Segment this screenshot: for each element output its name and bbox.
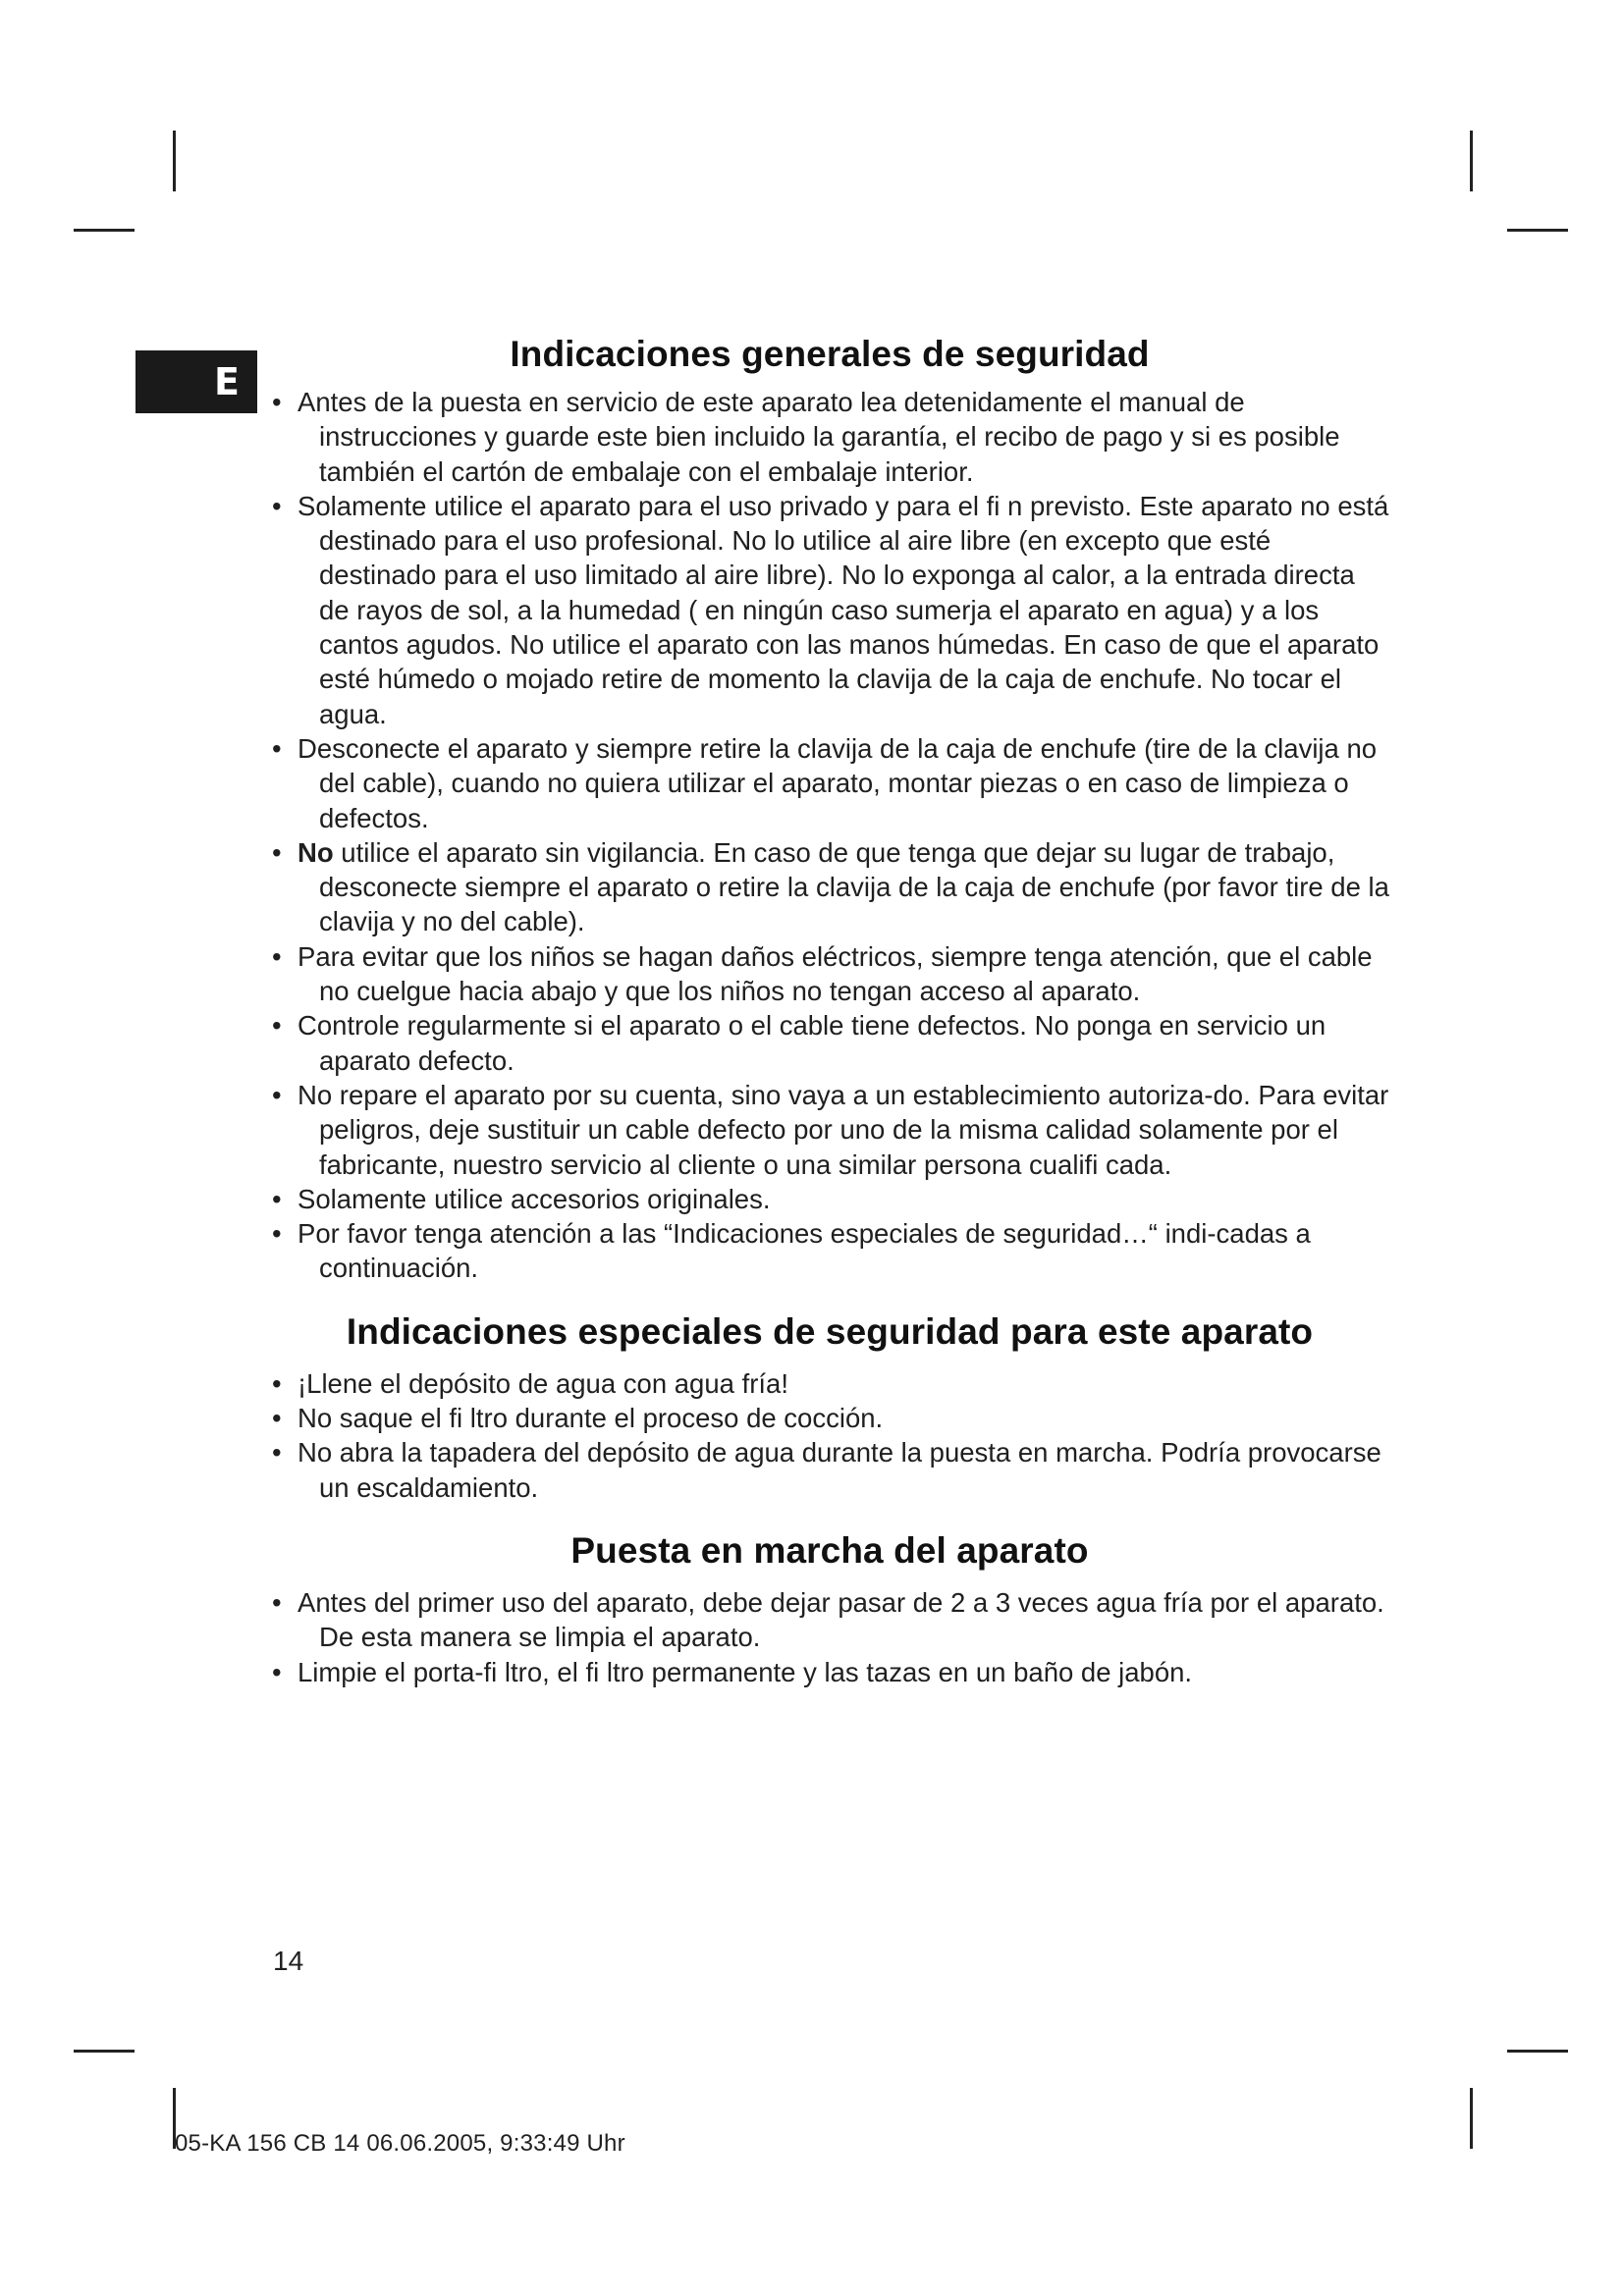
crop-mark-top-left-vertical <box>173 131 176 191</box>
list-item: • Solamente utilice el aparato para el uso privado y para el fi n previsto. Este aparato no está destinado para el uso profesional. No lo utilice al aire libre (en excepto que esté destinado para el uso limitado al aire libre). No lo exponga al calor, a la entrada directa de rayos de sol, a la humedad ( en ningún caso sumerja el aparato en agua) y a los cantos agudos. No utilice el aparato con las manos húmedas. En caso de que el aparato esté húmedo o mojado retire de momento la clavija de la caja de enchufe. No tocar el agua. <box>270 489 1389 731</box>
section-title-special-safety: Indicaciones especiales de seguridad para este aparato <box>346 1310 1314 1352</box>
list-item: • Solamente utilice accesorios originales. <box>270 1182 1389 1216</box>
list-item: • ¡Llene el depósito de agua con agua fría! <box>270 1366 1389 1401</box>
start-up-list <box>270 1585 1389 1689</box>
list-item: • Antes de la puesta en servicio de este aparato lea detenidamente el manual de instrucciones y guarde este bien incluido la garantía, el recibo de pago y si es posible también el cartón de embalaje con el embalaje interior. <box>270 385 1389 489</box>
list-item: • No repare el aparato por su cuenta, sino vaya a un establecimiento autoriza-do. Para evitar peligros, deje sustituir un cable defecto por uno de la misma calidad solamente por el fabricante, nuestro servicio al cliente o una similar persona cualifi cada. <box>270 1078 1389 1182</box>
list-item: • No saque el fi ltro durante el proceso de cocción. <box>270 1401 1389 1435</box>
crop-mark-top-right-horizontal <box>1507 229 1568 232</box>
print-footer: 05-KA 156 CB 14 06.06.2005, 9:33:49 Uhr <box>175 2130 625 2157</box>
list-item-text: utilice el aparato sin vigilancia. En caso de que tenga que dejar su lugar de trabajo, desconecte siempre el aparato o retire la clavija de la caja de enchufe (por favor tire de la clavija y no del cable). <box>319 836 1389 937</box>
bold-no-word: No <box>298 836 334 868</box>
special-safety-list <box>270 1366 1389 1505</box>
language-tab: E <box>135 350 257 413</box>
list-item: • Por favor tenga atención a las “Indicaciones especiales de seguridad…“ indi-cadas a continuación. <box>270 1216 1389 1286</box>
crop-mark-bottom-right-horizontal <box>1507 2050 1568 2053</box>
crop-mark-bottom-right-vertical <box>1470 2088 1473 2149</box>
list-item: • Desconecte el aparato y siempre retire la clavija de la caja de enchufe (tire de la clavija no del cable), cuando no quiera utilizar el aparato, montar piezas o en caso de limpieza o defectos. <box>270 731 1389 835</box>
list-item: • Controle regularmente si el aparato o el cable tiene defectos. No ponga en servicio un aparato defecto. <box>270 1008 1389 1078</box>
list-item: • Para evitar que los niños se hagan daños eléctricos, siempre tenga atención, que el cable no cuelgue hacia abajo y que los niños no tengan acceso al aparato. <box>270 939 1389 1009</box>
page-number: 14 <box>273 1946 304 1976</box>
section-title-general-safety: Indicaciones generales de seguridad <box>510 334 1150 374</box>
crop-mark-bottom-left-horizontal <box>74 2050 135 2053</box>
list-item: • Antes del primer uso del aparato, debe dejar pasar de 2 a 3 veces agua fría por el aparato. De esta manera se limpia el aparato. <box>270 1585 1389 1655</box>
list-item <box>270 835 1389 939</box>
general-safety-list <box>270 385 1389 1286</box>
crop-mark-top-right-vertical <box>1470 131 1473 191</box>
crop-mark-top-left-horizontal <box>74 229 135 232</box>
page-content <box>270 334 1389 1689</box>
list-item: • Limpie el porta-fi ltro, el fi ltro permanente y las tazas en un baño de jabón. <box>270 1655 1389 1689</box>
list-item: • No abra la tapadera del depósito de agua durante la puesta en marcha. Podría provocarse un escaldamiento. <box>270 1435 1389 1505</box>
section-title-start-up: Puesta en marcha del aparato <box>570 1529 1089 1571</box>
